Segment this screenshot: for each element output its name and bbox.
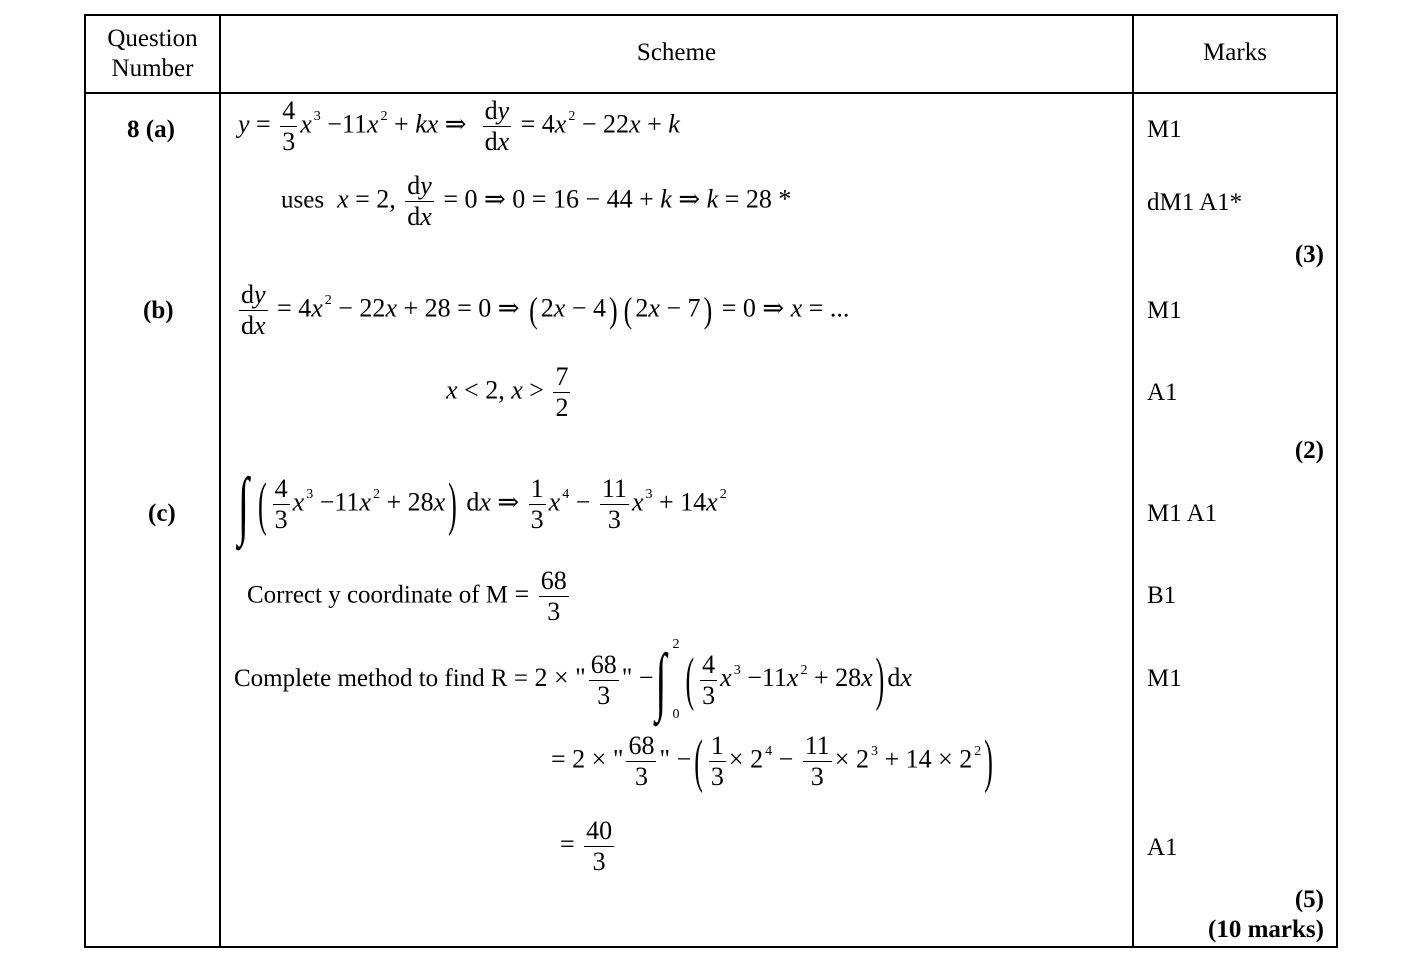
mark-b-1: M1 — [1147, 297, 1182, 324]
equation-c-y-coordinate: Correct y coordinate of M = $\frac{68}{3}$ — [247, 566, 567, 626]
equation-a-k-value: uses x = 2, $\frac{dy}{dx}$ = 0 ⇒ 0 = 16 − 44 + k ⇒ k = 28 * — [281, 171, 792, 231]
mark-c-4: A1 — [1147, 834, 1178, 861]
equation-c-integral: ∫ ( $\frac{4}{3}$ x $^3$ −11x $^2$ + 28x ) dx ⇒ $\frac{1}{3}$ x $^4$ − $\frac{11}{3}$ x $^3$ + 14x $^2$ — [238, 461, 727, 548]
table-border-top — [84, 14, 1338, 16]
part-label-a: 8 (a) — [127, 116, 175, 143]
equation-b-inequality: x < 2, x > $\frac{7}{2}$ — [446, 362, 569, 422]
mark-c-1: M1 A1 — [1147, 500, 1218, 527]
mark-c-3: M1 — [1147, 665, 1182, 692]
header-question-line2: Number — [111, 55, 194, 82]
table-border-left — [84, 14, 86, 948]
table-divider-question — [219, 14, 221, 948]
mark-c-2: B1 — [1147, 582, 1177, 609]
table-header-rule — [84, 92, 1338, 94]
mark-a-total: (3) — [1294, 241, 1324, 268]
header-question-number — [86, 24, 219, 84]
mark-c-total: (5) — [1294, 886, 1324, 913]
equation-a-derivative: y = $\frac{4}{3}$ x $^3$ −11x $^2$ + kx ⇒ $\frac{dy}{dx}$ = 4x $^2$ − 22x + k — [238, 96, 680, 156]
correct-y-label: Correct y coordinate of M — [247, 581, 509, 609]
mark-b-total: (2) — [1294, 437, 1324, 464]
complete-method-label: Complete method to find R = — [234, 664, 528, 692]
table-border-right — [1336, 14, 1338, 948]
mark-a-2: dM1 A1* — [1147, 189, 1243, 216]
header-marks: Marks — [1203, 39, 1267, 66]
equation-c-method: Complete method to find R = 2 × " $\frac{68}{3}$ " −∫ 2 0 ( $\frac{4}{3}$ x $^3$ −11x $^2$ + 28x ) dx — [234, 637, 912, 723]
header-scheme: Scheme — [636, 39, 717, 66]
equation-b-factorise: $\frac{dy}{dx}$ = 4x $^2$ − 22x + 28 = 0 ⇒ ( 2x − 4 ) ( 2x − 7 ) = 0 ⇒ x = ... — [241, 280, 850, 340]
equation-c-substitution: = 2 × " $\frac{68}{3}$ " − ( $\frac{1}{3}$ × 2 $^4$ − $\frac{11}{3}$ × 2 $^3$ + 14 × 2 $^2$ ) — [551, 727, 993, 794]
mark-a-1: M1 — [1147, 116, 1182, 143]
mark-grand-total: (10 marks) — [1208, 916, 1324, 943]
uses-label: uses — [281, 186, 325, 214]
table-divider-marks — [1132, 14, 1134, 948]
equation-c-result: = $\frac{40}{3}$ — [560, 816, 613, 876]
part-label-b: (b) — [143, 297, 174, 324]
header-question-line1: Question — [107, 25, 198, 52]
table-border-bottom — [84, 946, 1338, 948]
mark-b-2: A1 — [1147, 379, 1178, 406]
part-label-c: (c) — [148, 500, 176, 527]
